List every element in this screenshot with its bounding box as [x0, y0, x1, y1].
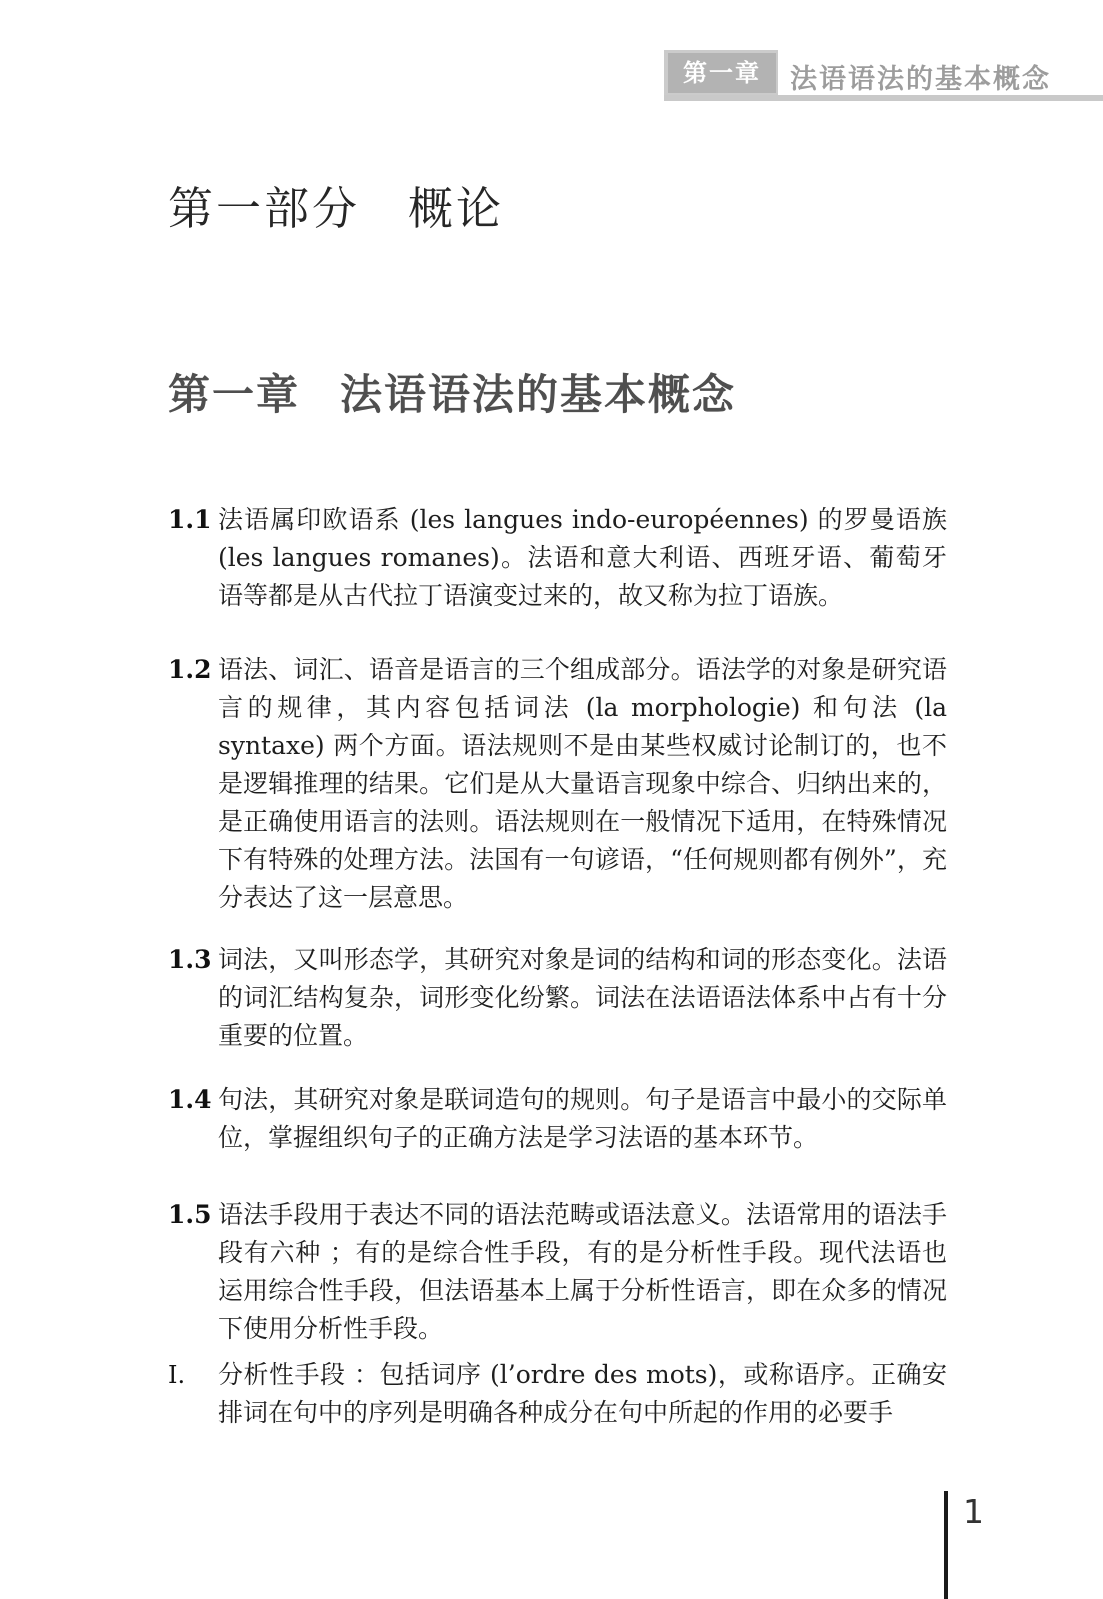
paragraph-text: 分析性手段 ：包括词序 (l’ordre des mots)，或称语序。正确安排词在句中的序列是明确各种成分在句中所起的作用的必要手	[218, 1360, 947, 1427]
chapter-tab: 第一章	[668, 53, 776, 93]
paragraph-label: 1.5	[168, 1200, 212, 1229]
chapter-title: 法语语法的基本概念	[340, 370, 737, 419]
chapter-number: 第一章	[168, 370, 301, 419]
paragraph-1-1	[168, 501, 947, 615]
folio-rule	[944, 1491, 948, 1599]
paragraph-text: 语法手段用于表达不同的语法范畴或语法意义。法语常用的语法手段有六种 ；有的是综合性手段，有的是分析性手段。现代法语也运用综合性手段，但法语基本上属于分析性语言，即在众多的情况下使用分析性手段。	[218, 1200, 947, 1343]
paragraph-label: 1.1	[168, 505, 212, 534]
paragraph-text: 词法，又叫形态学，其研究对象是词的结构和词的形态变化。法语的词汇结构复杂，词形变化纷繁。词法在法语语法体系中占有十分重要的位置。	[218, 945, 947, 1050]
paragraph-1-2	[168, 651, 947, 917]
paragraph-label: 1.3	[168, 945, 212, 974]
paragraph-text: 语法、词汇、语音是语言的三个组成部分。语法学的对象是研究语言的规律，其内容包括词法 (la morphologie) 和句法 (la syntaxe) 两个方面。语法规则不是由某些权威讨论制订的，也不是逻辑推理的结果。它们是从大量语言现象中综合、归纳出来的，是正确使用语言的法则。语法规则在一般情况下适用，在特殊情况下有特殊的处理方法。法国有一句谚语，“任何规则都有例外”，充分表达了这一层意思。	[218, 655, 947, 912]
paragraph-1-4	[168, 1081, 947, 1157]
paragraph-1-5	[168, 1196, 947, 1348]
paragraph-label: 1.2	[168, 655, 212, 684]
paragraph-text: 法语属印欧语系 (les langues indo-européennes) 的罗曼语族 (les langues romanes)。法语和意大利语、西班牙语、葡萄牙语等都是从古代拉丁语演变过来的，故又称为拉丁语族。	[218, 505, 947, 610]
paragraph-text: 句法，其研究对象是联词造句的规则。句子是语言中最小的交际单位，掌握组织句子的正确方法是学习法语的基本环节。	[218, 1085, 947, 1152]
part-title: 第一部分 概论	[168, 182, 505, 235]
paragraph-item-I	[168, 1356, 947, 1432]
page-number: 1	[963, 1492, 984, 1531]
paragraph-label: I.	[168, 1361, 186, 1389]
chapter-heading	[168, 362, 736, 422]
paragraph-1-3	[168, 941, 947, 1055]
paragraph-label: 1.4	[168, 1085, 212, 1114]
running-head-title: 法语语法的基本概念	[790, 64, 1051, 95]
